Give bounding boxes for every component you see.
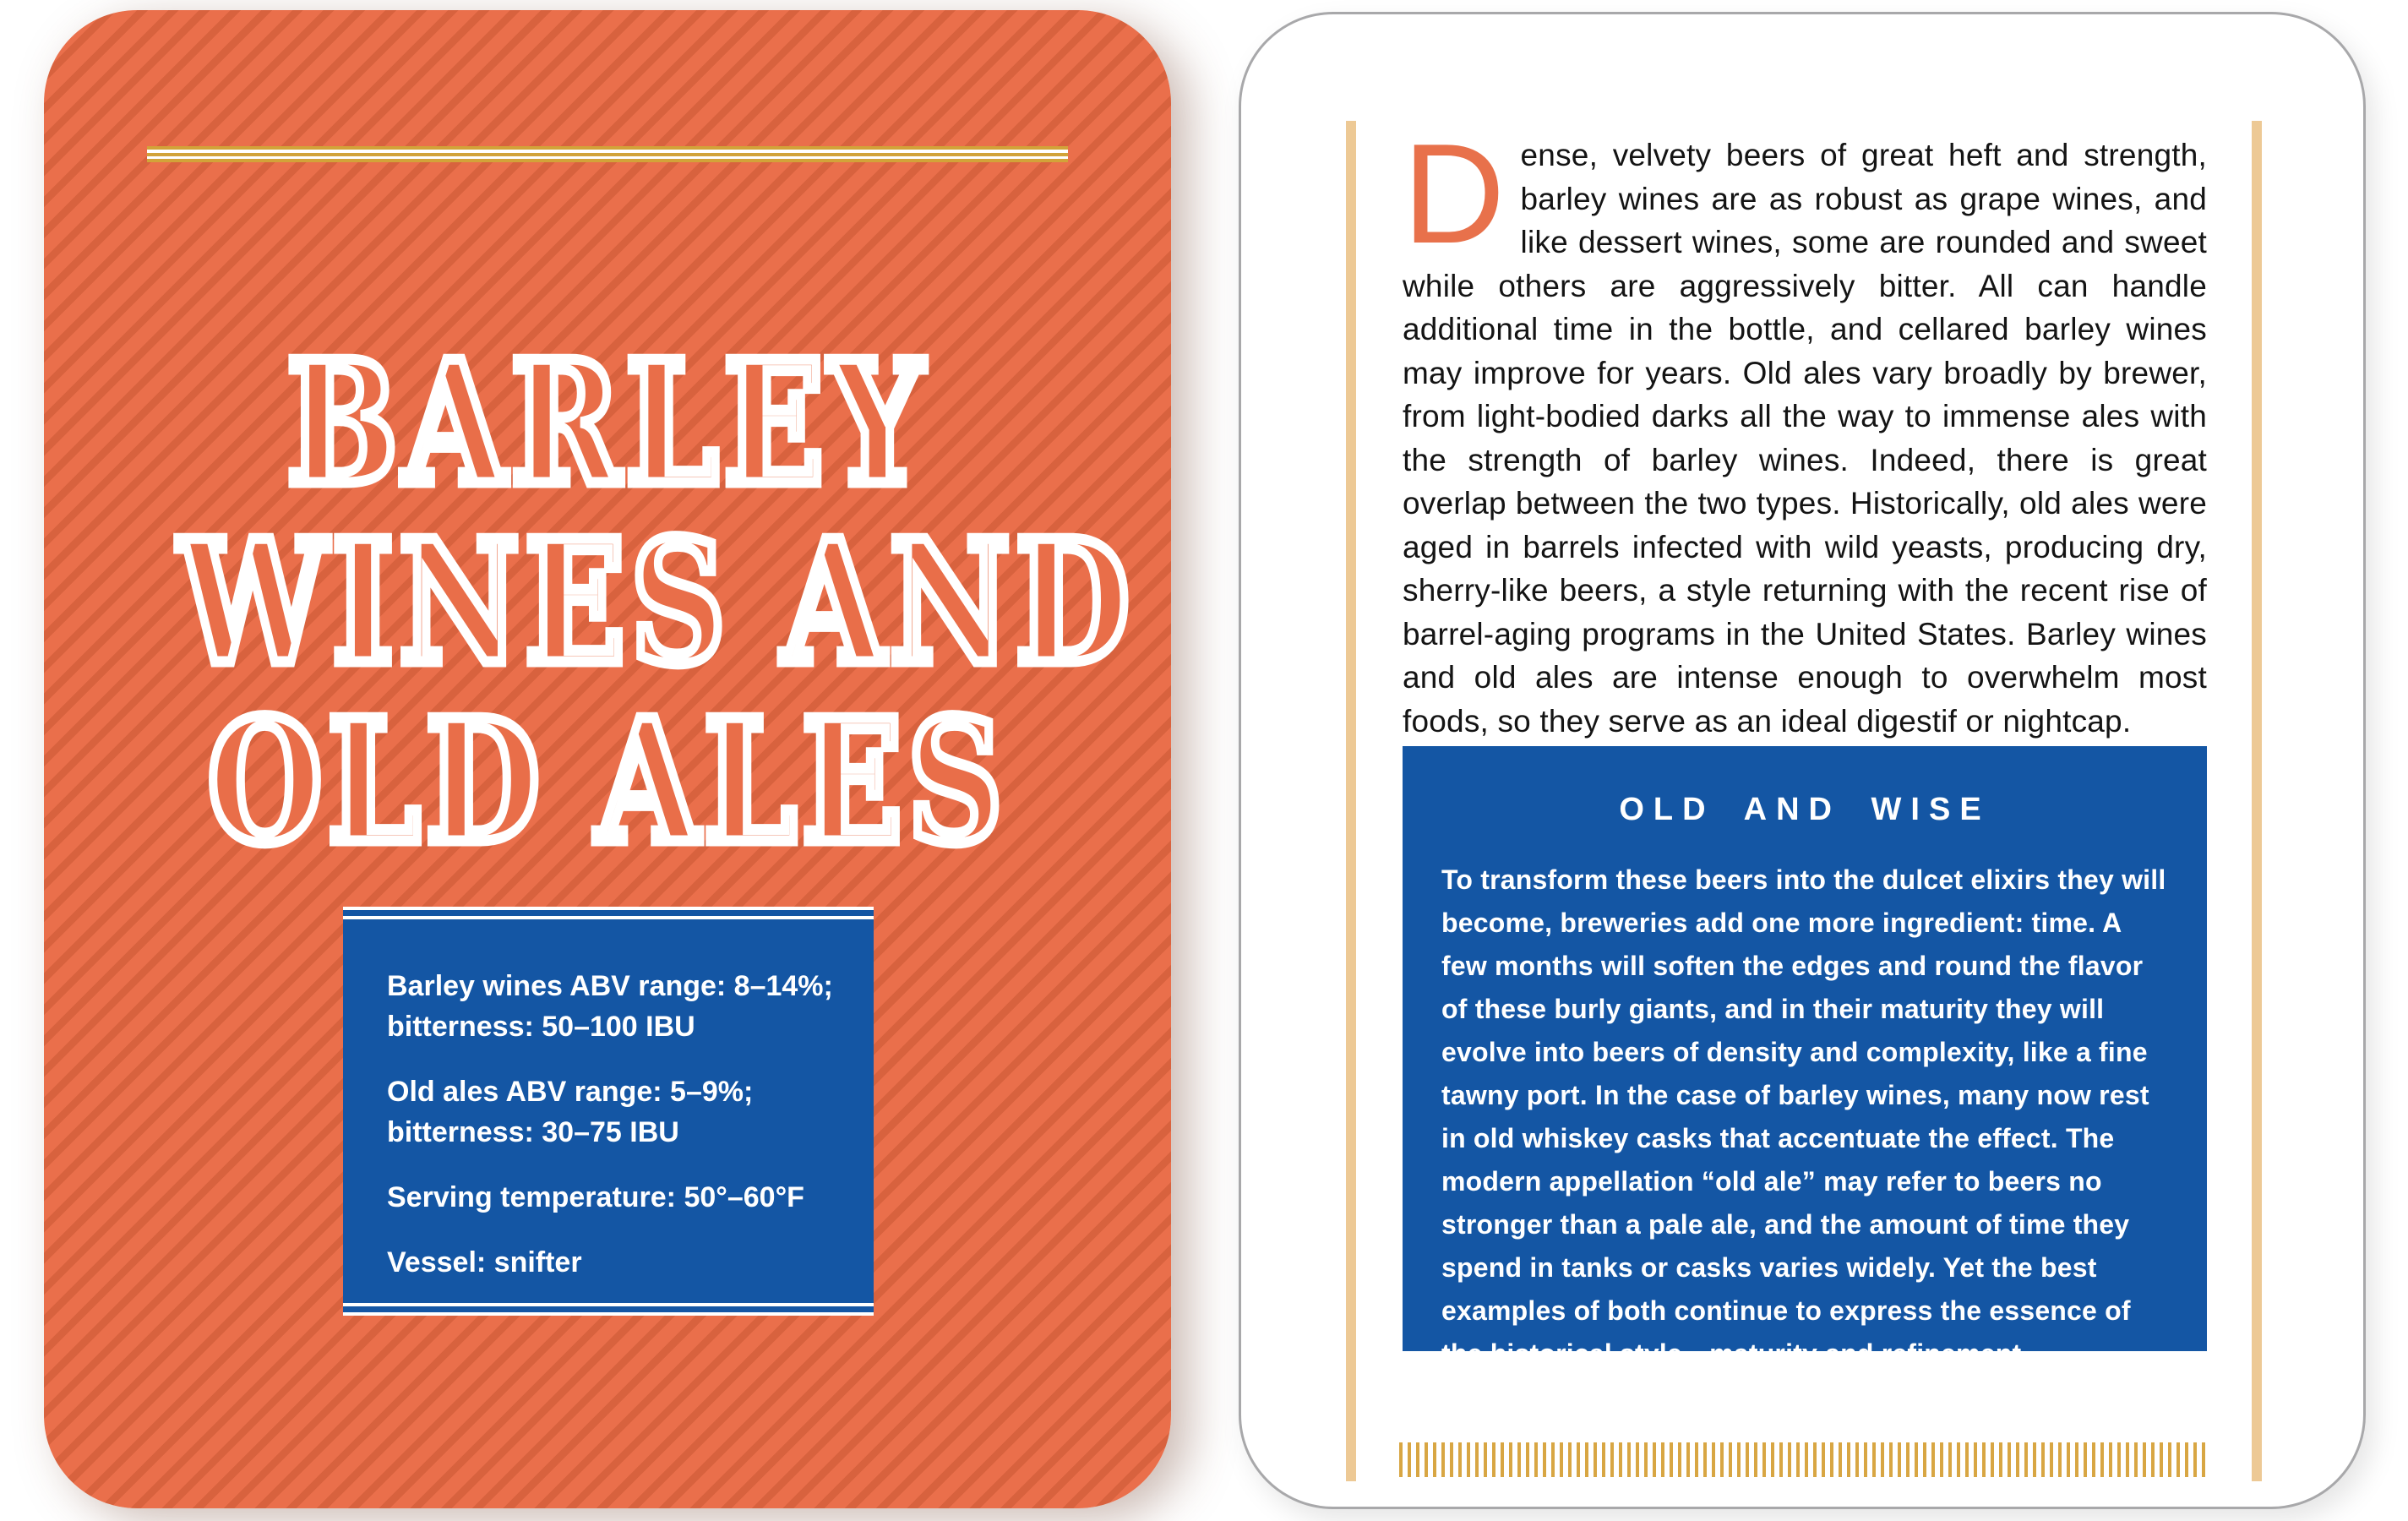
stat-line: Vessel: snifter — [387, 1246, 582, 1278]
gold-tick-border — [1399, 1442, 2209, 1477]
cover-title-line: OLD ALES — [207, 683, 1008, 881]
stat-serving-temperature — [387, 1177, 840, 1218]
stat-vessel — [387, 1242, 840, 1283]
callout-title: OLD AND WISE — [1619, 792, 1991, 827]
stat-line: Serving temperature: 50°–60°F — [387, 1181, 804, 1213]
stats-panel-top-rule — [343, 907, 874, 919]
callout-body: To transform these beers into the dulcet elixirs they will become, breweries add one more ingredient: time. A few months will soften the edges and round the flavor of these burly giants, and in their maturity they will evolve into beers of density and complexity, like a fine tawny port. In the case of barley wines, many now rest in old whiskey casks that accentuate the effect. The modern appellation “old ale” may refer to beers no stronger than a pale ale, and the amount of time they spend in tanks or casks varies widely. Yet the best examples of both continue to express the essence of the historical style—maturity and refinement. — [1441, 864, 2166, 1369]
stats-panel-bottom-rule — [343, 1303, 874, 1316]
cover-title-line: WINES AND — [178, 504, 1136, 702]
stat-line: bitterness: 50–100 IBU — [387, 1011, 695, 1043]
intro-paragraph — [1403, 114, 2207, 743]
gold-triple-rule — [147, 146, 1068, 162]
style-stats-panel — [343, 907, 874, 1316]
intro-paragraph-text: ense, velvety beers of great heft and strength, barley wines are as robust as grape wines, and like dessert wines, some are rounded and sweet while others are aggressively bitter. All can handle additional time in the bottle, and cellared barley wines may improve for years. Old ales vary broadly by brewer, from light-bodied darks all the way to immense ales with the strength of barley wines. Indeed, there is great overlap between the two types. Historically, old ales were aged in barrels infected with wild yeasts, producing dry, sherry-like beers, a style returning with the recent rise of barrel-aging programs in the United States. Barley wines and old ales are intense enough to overwhelm most foods, so they serve as an ideal digestif or nightcap. — [1403, 138, 2207, 739]
stat-line: bitterness: 30–75 IBU — [387, 1116, 679, 1148]
old-and-wise-callout — [1403, 746, 2207, 1369]
stats-list — [343, 907, 874, 1283]
cover-title-line: BARLEY — [286, 324, 929, 523]
cover-title — [44, 324, 1171, 881]
drop-cap: D — [1403, 114, 1506, 273]
stat-line: Barley wines ABV range: 8–14%; — [387, 970, 833, 1002]
text-page-card — [1239, 12, 2366, 1509]
right-margin-rule — [2252, 121, 2262, 1481]
stat-line: Old ales ABV range: 5–9%; — [387, 1076, 754, 1108]
cover-card — [44, 10, 1171, 1508]
stat-old-ales-abv — [387, 1071, 840, 1153]
left-margin-rule — [1346, 121, 1356, 1481]
stat-barley-wines-abv — [387, 966, 840, 1047]
